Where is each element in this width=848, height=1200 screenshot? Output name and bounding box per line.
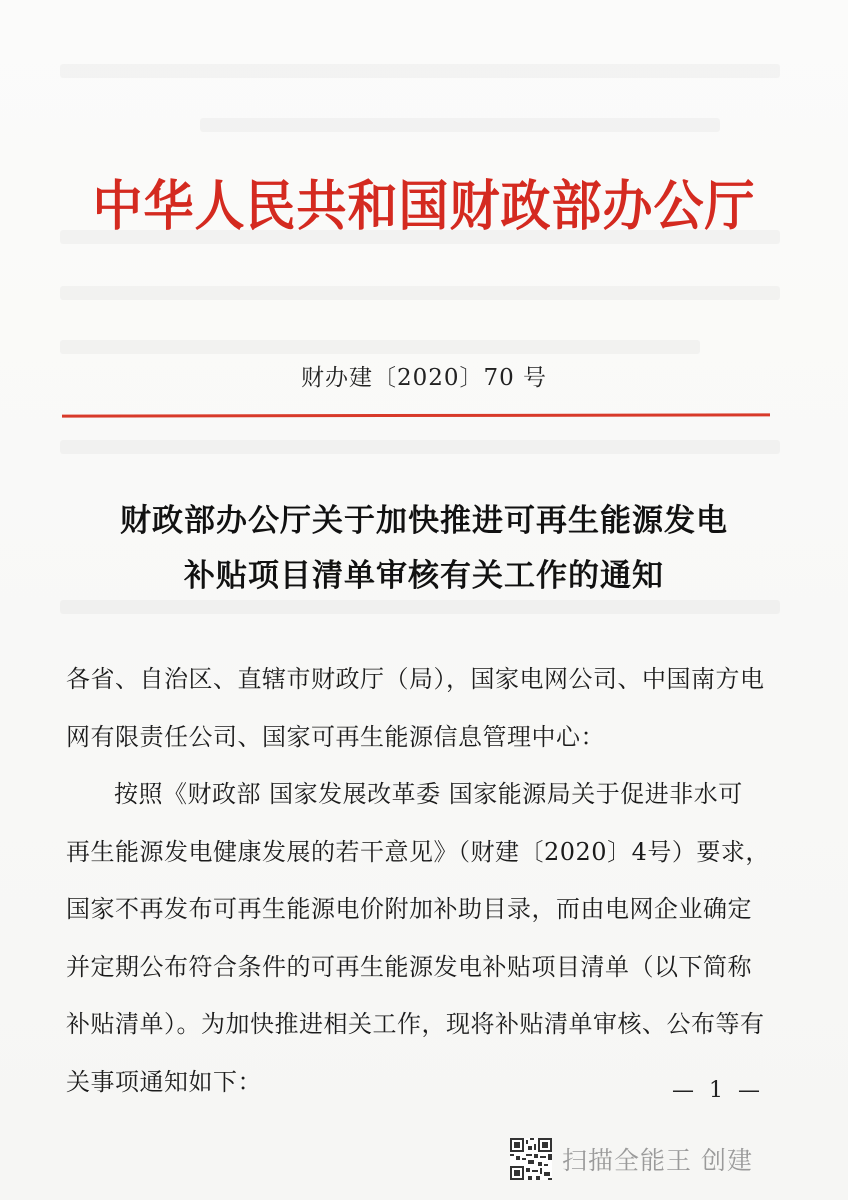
document-title-line-1: 财政部办公厅关于加快推进可再生能源发电 <box>120 503 728 539</box>
bleed-through-mark <box>60 286 780 300</box>
body-line: 并定期公布符合条件的可再生能源发电补贴项目清单（以下简称 <box>66 952 752 981</box>
watermark-label: 扫描全能王 创建 <box>562 1146 753 1175</box>
document-number: 财办建〔2020〕70 号 <box>300 365 548 391</box>
document-title-line-2: 补贴项目清单审核有关工作的通知 <box>184 558 664 594</box>
bleed-through-mark <box>200 118 720 132</box>
qr-code-icon <box>510 1138 552 1180</box>
bleed-through-mark <box>60 440 780 454</box>
document-body <box>66 651 776 1111</box>
issuing-agency-header: 中华人民共和国财政部办公厅 <box>92 173 756 238</box>
body-line: 再生能源发电健康发展的若干意见》（财建〔2020〕4号）要求， <box>66 837 770 866</box>
page-number: — 1 — <box>672 1078 764 1103</box>
body-line: 各省、自治区、直辖市财政厅（局），国家电网公司、中国南方电 <box>66 665 765 693</box>
bleed-through-mark <box>60 64 780 78</box>
body-line: 国家不再发布可再生能源电价附加补助目录，而由电网企业确定 <box>66 895 752 923</box>
body-line: 补贴清单）。为加快推进相关工作，现将补贴清单审核、公布等有 <box>66 1010 765 1038</box>
red-separator-line <box>62 413 770 417</box>
body-line: 关事项通知如下： <box>66 1067 262 1096</box>
bleed-through-mark <box>60 340 700 354</box>
body-line: 按照《财政部 国家发展改革委 国家能源局关于促进非水可 <box>114 780 743 808</box>
scanner-watermark <box>510 1137 753 1181</box>
document-title <box>0 494 848 604</box>
body-line: 网有限责任公司、国家可再生能源信息管理中心： <box>66 722 605 751</box>
